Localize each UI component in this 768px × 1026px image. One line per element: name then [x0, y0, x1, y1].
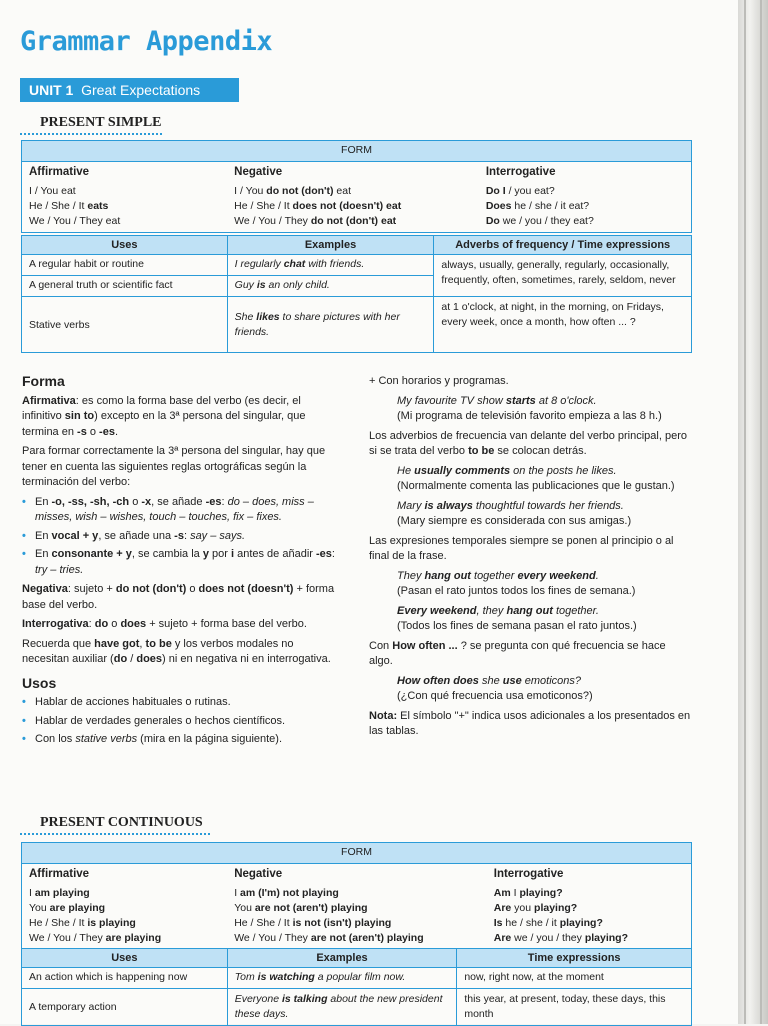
interrogative-cell: Interrogative Do I / you eat? Does he / she / it eat? Do we / you / they eat?	[434, 162, 692, 233]
translation: (¿Con qué frecuencia usa emoticonos?)	[397, 690, 593, 702]
adverbs-header: Adverbs of frequency / Time expressions	[434, 236, 692, 255]
example-sentence: My favourite TV show starts at 8 o'clock.	[397, 394, 597, 407]
translation: (Pasan el rato juntos todos los fines de semana.)	[397, 585, 636, 597]
translation: (Mi programa de televisión favorito empieza a las 8 h.)	[397, 410, 662, 422]
examples-header: Examples	[227, 949, 457, 968]
example-cell: Everyone is talking about the new president these days.	[227, 989, 457, 1026]
note: Nota: El símbolo "+" indica usos adicionales a los presentados en las tablas.	[369, 709, 691, 737]
translation: (Todos los fines de semana pasan el rato juntos.)	[397, 620, 637, 632]
negative-cell: Negative I am (I'm) not playing You are not (aren't) playing He / She / It is not (isn't) playing We / You / They are not (aren't) playing	[227, 864, 474, 950]
uses-header: Uses	[22, 949, 228, 968]
use-cell: An action which is happening now	[22, 968, 228, 989]
paragraph: Con How often ... ? se pregunta con qué frecuencia se hace algo.	[369, 639, 666, 667]
present-continuous-uses-table	[21, 948, 692, 1026]
interrogative-cell: Interrogative Am I playing? Are you playing? Is he / she / it playing? Are we / you / they playing?	[474, 864, 692, 950]
present-continuous-table	[21, 842, 692, 950]
paragraph: Las expresiones temporales siempre se ponen al principio o al final de la frase.	[369, 534, 674, 562]
list-item: • En consonante + y, se cambia la y por i antes de añadir -es: try – tries.	[22, 547, 342, 578]
paragraph: Para formar correctamente la 3ª persona del singular, hay que tener en cuenta las siguientes reglas ortográficas según la terminación del verbo:	[22, 445, 326, 488]
usos-heading: Usos	[22, 674, 57, 691]
right-column	[369, 374, 691, 744]
example-cell: I regularly chat with friends.	[227, 255, 434, 276]
time-expressions-header: Time expressions	[457, 949, 692, 968]
form-header: FORM	[22, 141, 692, 162]
paragraph: Interrogativa: do o does + sujeto + forma base del verbo.	[22, 618, 307, 630]
present-simple-heading: PRESENT SIMPLE	[20, 115, 162, 131]
paragraph: + Con horarios y programas.	[369, 375, 509, 387]
uses-header: Uses	[22, 236, 228, 255]
example-sentence: Mary is always thoughtful towards her friends.	[397, 499, 624, 512]
time-expressions-cell: now, right now, at the moment	[457, 968, 692, 989]
translation: (Normalmente comenta las publicaciones que le gustan.)	[397, 480, 675, 492]
paragraph: Recuerda que have got, to be y los verbos modales no necesitan auxiliar (do / does) ni en negativa ni en interrogativa.	[22, 637, 331, 665]
present-simple-uses-table	[21, 235, 692, 353]
use-cell: A general truth or scientific fact	[22, 276, 228, 297]
example-cell: Tom is watching a popular film now.	[227, 968, 457, 989]
use-cell: A regular habit or routine	[22, 255, 228, 276]
example-sentence: They hang out together every weekend.	[397, 569, 599, 582]
examples-header: Examples	[227, 236, 434, 255]
unit-name: Great Expectations	[81, 82, 201, 98]
example-sentence: He usually comments on the posts he likes.	[397, 464, 617, 477]
usos-list	[22, 695, 342, 748]
book-spine	[738, 0, 768, 1024]
present-continuous-heading: PRESENT CONTINUOUS	[20, 815, 203, 831]
list-item: • En -o, -ss, -sh, -ch o -x, se añade -es: do – does, miss – misses, wish – wishes, touch – touches, fix – fixes.	[22, 495, 342, 526]
spelling-rules-list	[22, 495, 342, 579]
use-cell: A temporary action	[22, 989, 228, 1026]
paragraph: Negativa: sujeto + do not (don't) o does not (doesn't) + forma base del verbo.	[22, 583, 335, 611]
list-item: • Con los stative verbs (mira en la página siguiente).	[22, 732, 342, 748]
paragraph: Los adverbios de frecuencia van delante del verbo principal, pero si se trata del verbo to be se colocan detrás.	[369, 429, 687, 457]
time-expressions-cell: this year, at present, today, these days, this month	[457, 989, 692, 1026]
example-sentence: Every weekend, they hang out together.	[397, 604, 599, 617]
present-simple-table	[21, 140, 692, 233]
form-header: FORM	[22, 843, 692, 864]
unit-banner	[20, 78, 239, 102]
translation: (Mary siempre es considerada con sus amigas.)	[397, 515, 632, 527]
page-title: Grammar Appendix	[20, 26, 273, 57]
left-column	[22, 374, 342, 752]
list-item: • Hablar de acciones habituales o rutinas.	[22, 695, 342, 711]
time-expressions-cell: at 1 o'clock, at night, in the morning, on Fridays, every week, once a month, how often ... ?	[434, 297, 692, 353]
example-cell: She likes to share pictures with her friends.	[227, 297, 434, 353]
unit-number: UNIT 1	[29, 82, 74, 98]
list-item: • En vocal + y, se añade una -s: say – says.	[22, 529, 342, 545]
paragraph: Afirmativa: es como la forma base del verbo (es decir, el infinitivo sin to) excepto en la 3ª persona del singular, que termina en -s o -es.	[22, 394, 306, 438]
list-item: • Hablar de verdades generales o hechos científicos.	[22, 714, 342, 730]
example-sentence: How often does she use emoticons?	[397, 674, 582, 687]
affirmative-cell: Affirmative I / You eat He / She / It eats We / You / They eat	[22, 162, 228, 233]
affirmative-cell: Affirmative I am playing You are playing He / She / It is playing We / You / They are playing	[22, 864, 228, 950]
forma-heading: Forma	[22, 373, 65, 389]
adverbs-cell: always, usually, generally, regularly, occasionally, frequently, often, sometimes, rarely, seldom, never	[434, 255, 692, 297]
negative-cell: Negative I / You do not (don't) eat He / She / It does not (doesn't) eat We / You / They do not (don't) eat	[227, 162, 434, 233]
use-cell: Stative verbs	[22, 297, 228, 353]
example-cell: Guy is an only child.	[227, 276, 434, 297]
